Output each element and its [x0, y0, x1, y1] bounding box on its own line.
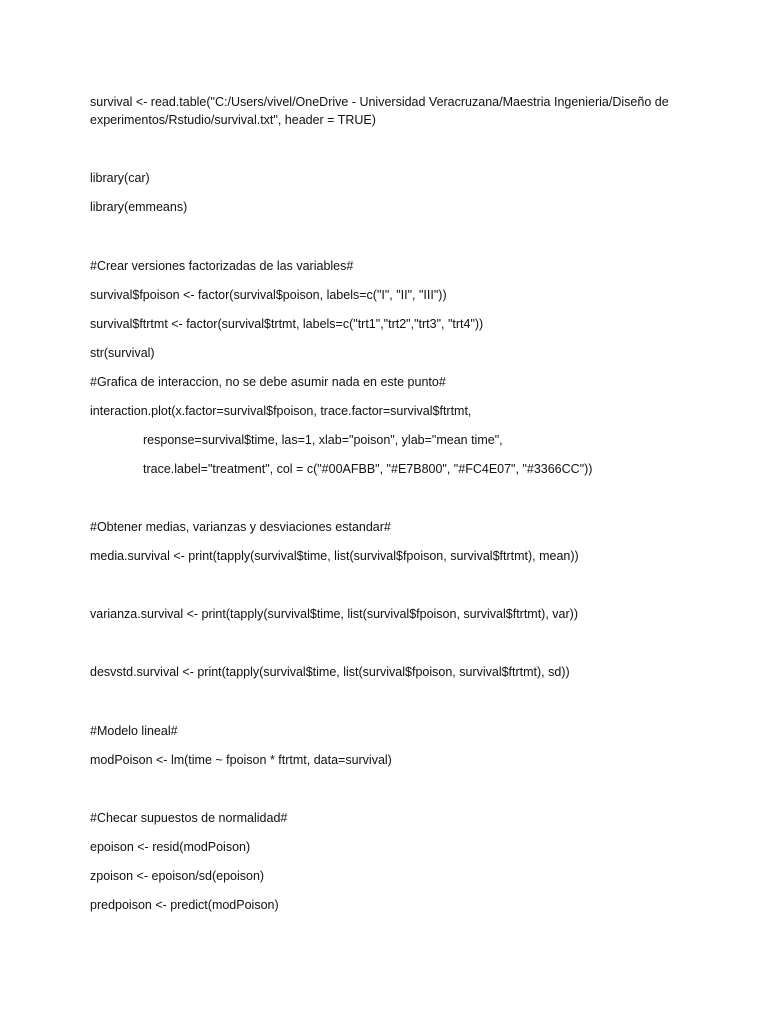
comment-line-supuestos: #Checar supuestos de normalidad#	[90, 811, 288, 825]
code-line-ftrtmt: survival$ftrtmt <- factor(survival$trtmt, labels=c("trt1","trt2","trt3", "trt4"))	[90, 317, 484, 331]
comment-line-grafica: #Grafica de interaccion, no se debe asumir nada en este punto#	[90, 375, 446, 389]
code-line-modpoison: modPoison <- lm(time ~ fpoison * ftrtmt, data=survival)	[90, 753, 392, 767]
code-line-zpoison: zpoison <- epoison/sd(epoison)	[90, 869, 265, 883]
code-line-desvstd: desvstd.survival <- print(tapply(survival$time, list(survival$fpoison, survival$ftrtmt), sd))	[90, 665, 570, 679]
comment-line-modelo: #Modelo lineal#	[90, 724, 178, 738]
code-line-read-table: survival <- read.table("C:/Users/vivel/OneDrive - Universidad Veracruzana/Maestria Ingenieria/Diseño de experimentos/Rstudio/survival.txt", header = TRUE)	[90, 95, 669, 127]
code-line-library-car: library(car)	[90, 171, 150, 185]
code-line-interaction-trace: trace.label="treatment", col = c("#00AFBB", "#E7B800", "#FC4E07", "#3366CC"))	[143, 462, 593, 476]
code-line-interaction-response: response=survival$time, las=1, xlab="poison", ylab="mean time",	[143, 433, 503, 447]
code-line-media: media.survival <- print(tapply(survival$time, list(survival$fpoison, survival$ftrtmt), mean))	[90, 549, 579, 563]
code-line-interaction-plot: interaction.plot(x.factor=survival$fpoison, trace.factor=survival$ftrtmt,	[90, 404, 472, 418]
comment-line-factorizar: #Crear versiones factorizadas de las variables#	[90, 259, 354, 273]
code-line-fpoison: survival$fpoison <- factor(survival$poison, labels=c("I", "II", "III"))	[90, 288, 447, 302]
code-line-library-emmeans: library(emmeans)	[90, 200, 188, 214]
code-line-str: str(survival)	[90, 346, 155, 360]
code-line-varianza: varianza.survival <- print(tapply(survival$time, list(survival$fpoison, survival$ftrtmt), var))	[90, 607, 578, 621]
comment-line-medias: #Obtener medias, varianzas y desviaciones estandar#	[90, 520, 391, 534]
code-line-predpoison: predpoison <- predict(modPoison)	[90, 898, 279, 912]
code-line-epoison: epoison <- resid(modPoison)	[90, 840, 251, 854]
